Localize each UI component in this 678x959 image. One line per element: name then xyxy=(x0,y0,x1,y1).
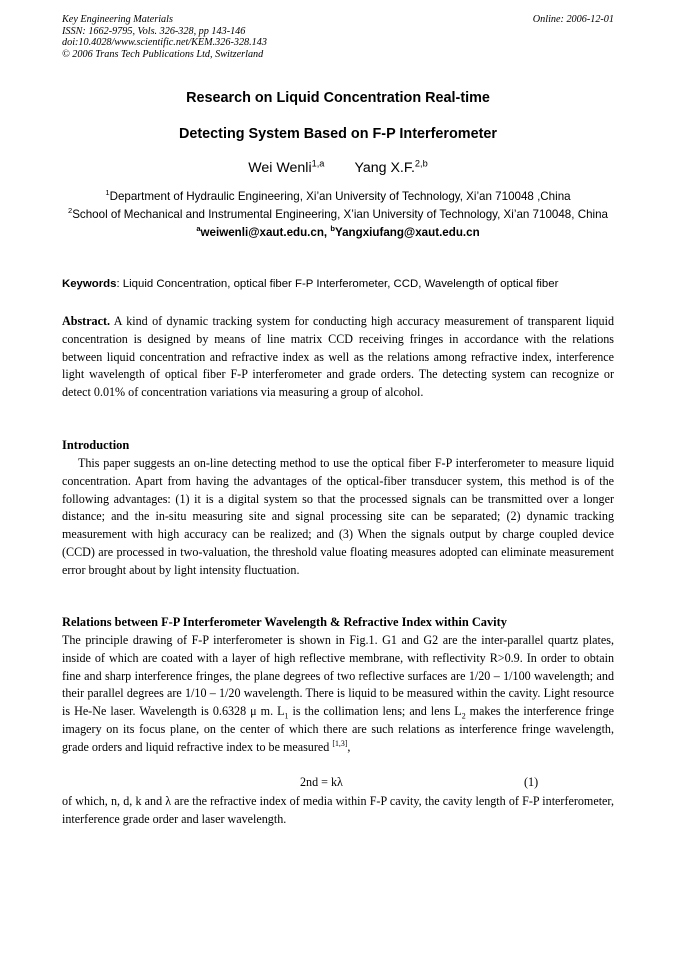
copyright-line: © 2006 Trans Tech Publications Ltd, Switzerland xyxy=(62,48,264,60)
equation-number: (1) xyxy=(524,775,539,789)
introduction-text: This paper suggests an on-line detecting method to use the optical fiber F-P interferometer to measure liquid concentration. Apart from having the advantages of the optical-fiber transducer system, this method is of the following advantages: (1) it is a digital system so that the processed signals can be transmitted over a longer distance; and the in-situ measuring site and signal processing site can be separated; (2) dynamic tracking measurement with high accuracy can be realized; and (3) When the signals output by charge coupled device (CCD) are processed in two-valuation, the threshold value floating measures adopted can eliminate measurement error brought about by light intensity fluctuation. xyxy=(62,456,614,577)
email-b: Yangxiufang@xaut.edu.cn xyxy=(335,226,480,239)
email-a: weiwenli@xaut.edu.cn, xyxy=(200,226,331,239)
introduction-heading: Introduction xyxy=(62,438,130,452)
citation: [1,3] xyxy=(332,738,348,748)
keywords xyxy=(62,278,622,290)
keywords-text: : Liquid Concentration, optical fiber F-P Interferometer, CCD, Wavelength of optical fiber xyxy=(116,278,559,290)
equation-explanation: of which, n, d, k and λ are the refractive index of media within F-P cavity, the cavity length of F-P interferometer, interference grade order and laser wavelength. xyxy=(62,794,614,826)
affiliations xyxy=(62,188,614,242)
abstract-text: A kind of dynamic tracking system for conducting high accuracy measurement of transparent liquid concentration is designed by means of line matrix CCD receiving fringes in accordance with the relations between liquid concentration and refractive index as well as the relations among refractive index, interference light wavelength of optical fiber F-P interferometer and grade orders. The detecting system can recognize or detect 0.01% of concentration variations via measuring a group of alcohol. xyxy=(62,314,614,400)
online-date: Online: 2006-12-01 xyxy=(532,14,614,25)
author-affil-sup: 1,a xyxy=(311,158,325,169)
journal-header xyxy=(62,14,614,60)
author-name: Yang X.F. xyxy=(354,160,415,176)
author-list xyxy=(62,160,614,176)
title-line-1: Research on Liquid Concentration Real-time xyxy=(186,90,490,106)
issn-line: ISSN: 1662-9795, Vols. 326-328, pp 143-146 xyxy=(62,25,246,37)
affiliation-2: $^2$School of Mechanical and Instrumental Engineering, X’ian University of Technology, Xi’an 710048, China xyxy=(68,206,608,221)
keywords-label: Keywords xyxy=(62,278,117,290)
relations-text: The principle drawing of F-P interferometer is shown in Fig.1. G1 and G2 are the inter-parallel quartz plates, inside of which are coated with a layer of high reflective membrane, with reflectivity R>0.9. In order to obtain fine and sharp interference fringes, the plane degrees of two reflective surfaces are 1/20 – 1/100 wavelength; and their parallel degrees are 1/10 – 1/20 wavelength. There is liquid to be measured within the cavity. Light resource is He-Ne laser. Wavelength is 0.6328 μ m. $L_1$ is the collimation lens; and lens $L_2$ makes the interference fringe imagery on its focus plane, on the center of which there are such relations as interference fringe wavelength, grade orders and liquid refractive index to be measured [1,3], xyxy=(62,633,614,754)
doi-line: doi:10.4028/www.scientific.net/KEM.326-328.143 xyxy=(62,37,267,49)
author-affil-sup: 2,b xyxy=(414,158,428,169)
title-line-2: Detecting System Based on F-P Interferometer xyxy=(178,126,497,142)
author-emails: $^a$weiwenli@xaut.edu.cn, $^b$Yangxiufang@xaut.edu.cn xyxy=(196,224,480,239)
author-name: Wei Wenli xyxy=(248,160,312,176)
equation-expression: 2nd = kλ xyxy=(300,775,343,789)
abstract-label: Abstract. xyxy=(62,314,111,328)
journal-name: Key Engineering Materials xyxy=(62,14,173,25)
affiliation-1: $^1$Department of Hydraulic Engineering, Xi’an University of Technology, Xi’an 710048 ,China xyxy=(105,188,571,203)
relations-heading: Relations between F-P Interferometer Wavelength & Refractive Index within Cavity xyxy=(62,615,507,629)
abstract xyxy=(62,313,614,402)
